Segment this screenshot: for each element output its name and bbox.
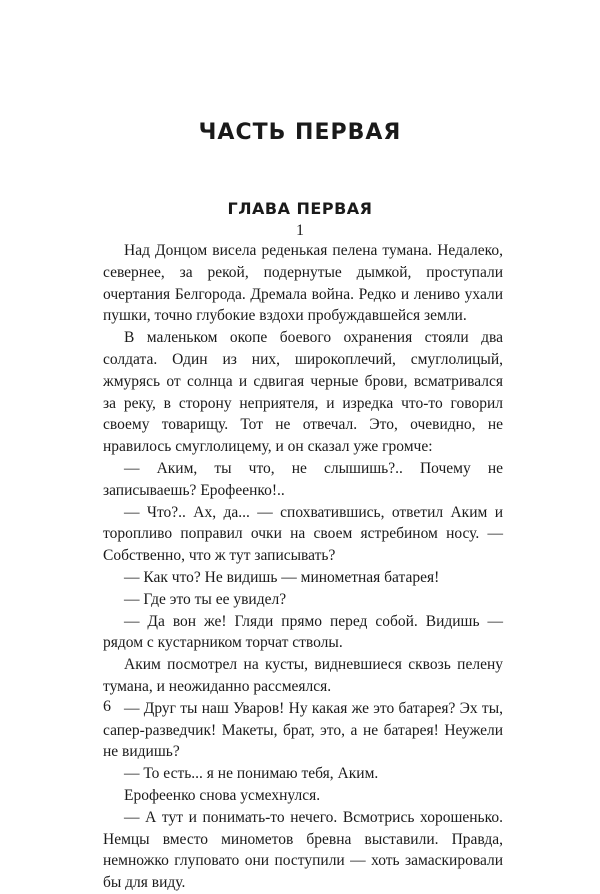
paragraph: Над Донцом висела реденькая пелена тумана. Недалеко, севернее, за рекой, подернутые дымкой, проступали очертания Белгорода. Дремала война. Редко и лениво ухали пушки, точно глубокие вздохи пробуждавшейся земли. bbox=[103, 242, 503, 325]
paragraph: — Что?.. Ах, да... — спохватившись, ответил Аким и торопливо поправил очки на своем ястребином носу. — Собственно, что ж тут записывать? bbox=[103, 503, 503, 565]
paragraph: — То есть... я не понимаю тебя, Аким. bbox=[124, 765, 379, 783]
page-number: 6 bbox=[103, 698, 111, 715]
section-number: 1 bbox=[296, 222, 304, 239]
paragraph: — Аким, ты что, не слышишь?.. Почему не записываешь? Ерофеенко!.. bbox=[103, 459, 503, 499]
paragraph: — Да вон же! Гляди прямо перед собой. Видишь — рядом с кустарником торчат стволы. bbox=[103, 612, 503, 652]
paragraph: — Где это ты ее увидел? bbox=[124, 590, 287, 608]
paragraph: — Друг ты наш Уваров! Ну какая же это батарея? Эх ты, сапер-разведчик! Макеты, брат, это, а не батарея! Неужели не видишь? bbox=[103, 699, 503, 761]
paragraph: Ерофеенко снова усмехнулся. bbox=[124, 786, 321, 804]
paragraph: В маленьком окопе боевого охранения стояли два солдата. Один из них, широкоплечий, смуглолицый, жмурясь от солнца и сдвигая черные брови, всматривался за реку, в сторону неприятеля, и изредка что-то говорил своему товарищу. Тот не отвечал. Это, очевидно, не нравилось смуглолицему, и он сказал уже громче: bbox=[103, 329, 503, 456]
paragraph: — А тут и понимать-то нечего. Всмотрись хорошенько. Немцы вместо минометов бревна выставили. Правда, немножко глуповато они поступили — хоть замаскировали бы для виду. bbox=[103, 808, 503, 892]
chapter-title: ГЛАВА ПЕРВАЯ bbox=[227, 199, 373, 218]
paragraph: Аким посмотрел на кусты, видневшиеся сквозь пелену тумана, и неожиданно рассмеялся. bbox=[103, 656, 503, 695]
paragraph: — Как что? Не видишь — минометная батарея! bbox=[124, 568, 440, 586]
body-text bbox=[103, 240, 503, 894]
part-title: ЧАСТЬ ПЕРВАЯ bbox=[198, 120, 402, 145]
